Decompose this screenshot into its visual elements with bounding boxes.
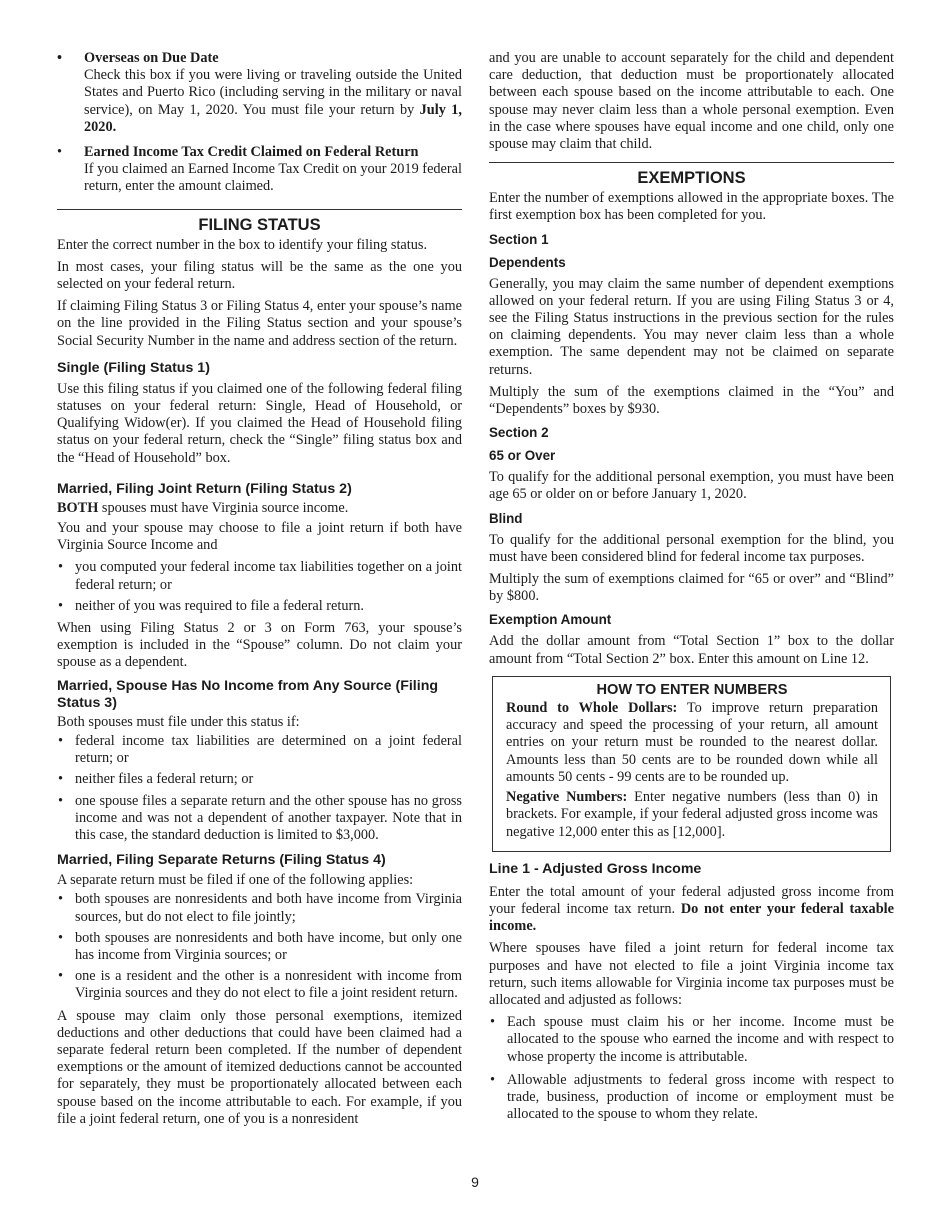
paragraph: To qualify for the additional personal exemption for the blind, you must have been considered blind for federal income tax purposes. (489, 531, 894, 565)
list-item (57, 50, 462, 136)
section-1-label: Section 1 (489, 231, 549, 247)
no-income-heading: Married, Spouse Has No Income from Any Source (Filing Status 3) (57, 677, 439, 711)
list-item: • one is a resident and the other is a nonresident with income from Virginia sources and they do not elect to file a joint resident return. (57, 968, 462, 1002)
no-income-bullets (57, 733, 462, 844)
list-item: • neither of you was required to file a federal return. (57, 598, 462, 615)
paragraph: Enter the number of exemptions allowed in the appropriate boxes. The first exemption box has been completed for you. (489, 190, 894, 224)
eitc-text: If you claimed an Earned Income Tax Credit on your 2019 federal return, enter the amount claimed. (84, 161, 462, 195)
paragraph: A spouse may claim only those personal exemptions, itemized deductions and other deductions that could have been claimed had a separate federal return been completed. If the number of dependent exemptions or the amount of itemized deductions cannot be accounted for separately, they must be proportionately allocated between each spouse based on the income attributable to each. For example, if you file a joint federal return, one of you is a nonresident (57, 1007, 462, 1127)
separate-heading: Married, Filing Separate Returns (Filing Status 4) (57, 852, 386, 869)
paragraph: Use this filing status if you claimed one of the following federal filing statuses on your federal return: Single, Head of Household, or Qualifying Widow(er). If you claimed the Head of Household filing status on your federal return, check the “Single” filing status box and the “Head of Household” box. (57, 380, 462, 466)
dependents-label: Dependents (489, 254, 566, 270)
single-heading: Single (Filing Status 1) (57, 359, 210, 376)
paragraph: Generally, you may claim the same number of dependent exemptions allowed on your federal return. If you are using Filing Status 3 or 4, see the Filing Status instructions in the previous section for the rules on claiming dependents. You may never claim less than a whole exemption. The same dependent may not be claimed on separate returns. (489, 275, 894, 378)
paragraph: Round to Whole Dollars: To improve return preparation accuracy and speed the processing of your return, all amount entries on your return must be rounded to the nearest dollar. Amounts less than 50 cents are to be rounded down while all amounts 50 cents - 99 cents are to be rounded up. (506, 700, 878, 785)
overseas-title: Overseas on Due Date (84, 50, 219, 66)
paragraph: Multiply the sum of exemptions claimed for “65 or over” and “Blind” by $800. (489, 571, 894, 605)
filing-status-heading: FILING STATUS (198, 215, 321, 234)
list-item: • one spouse files a separate return and the other spouse has no gross income and was not a dependent of another taxpayer. Note that in this case, the standard deduction is limited to $3,000. (57, 793, 462, 845)
section-divider (489, 162, 894, 163)
line-1-bullets (489, 1014, 894, 1123)
bullet-glyph: • (57, 144, 63, 161)
joint-bullets (57, 559, 462, 615)
left-column (57, 50, 462, 1133)
list-item: • Allowable adjustments to federal gross income with respect to trade, business, production of income or employment must be allocated to the spouse to whom they relate. (489, 1072, 894, 1124)
paragraph: If claiming Filing Status 3 or Filing Status 4, enter your spouse’s name on the line provided in the Filing Status section and your spouse’s Social Security Number in the name and address section of the return. (57, 298, 462, 349)
separate-bullets (57, 891, 462, 1002)
overseas-text: Check this box if you were living or traveling outside the United States and Puerto Rico (including serving in the military or naval service), on May 1, 2020. You must file your return by July 1, 2020. (84, 67, 462, 135)
age-65-label: 65 or Over (489, 448, 556, 464)
paragraph: Multiply the sum of the exemptions claimed in the “You” and “Dependents” boxes by $930. (489, 383, 894, 418)
exemption-amount-label: Exemption Amount (489, 612, 612, 628)
paragraph: BOTH spouses must have Virginia source income. (57, 499, 349, 516)
page-number: 9 (471, 1174, 479, 1190)
line-1-heading: Line 1 - Adjusted Gross Income (489, 860, 702, 877)
bullet-glyph: • (57, 50, 63, 66)
list-item: • neither files a federal return; or (57, 771, 462, 788)
overseas-date: July 1, 2020. (84, 101, 462, 135)
paragraph: and you are unable to account separately for the child and dependent care deduction, that deduction must be proportionately allocated between each spouse based on the income attributable to each. One spouse may never claim less than a whole personal exemption. Even in the case where spouses have equal income and one child, only one spouse may claim that child. (489, 50, 894, 153)
paragraph: A separate return must be filed if one of the following applies: (57, 872, 414, 889)
list-item: • you computed your federal income tax liabilities together on a joint federal return; or (57, 559, 462, 593)
right-column (489, 50, 894, 1128)
paragraph: Add the dollar amount from “Total Section 1” box to the dollar amount from “Total Section 2” box. Enter this amount on Line 12. (489, 633, 894, 667)
exemptions-heading: EXEMPTIONS (637, 169, 746, 188)
list-item: • federal income tax liabilities are determined on a joint federal return; or (57, 733, 462, 767)
paragraph: Enter the total amount of your federal adjusted gross income from your federal income tax return. Do not enter your federal taxable income. (489, 883, 894, 935)
paragraph: You and your spouse may choose to file a joint return if both have Virginia Source Income and (57, 520, 462, 554)
section-divider (57, 209, 462, 210)
top-bullet-list (57, 50, 462, 196)
list-item: • Each spouse must claim his or her income. Income must be allocated to the spouse who earned the income and with respect to whose property the income is attributable. (489, 1014, 894, 1066)
list-item: • both spouses are nonresidents and both have income, but only one has income from Virginia sources; or (57, 930, 462, 964)
paragraph: Where spouses have filed a joint return for federal income tax purposes and have not elected to file a joint Virginia income tax return, such items allowable for Virginia income tax purposes must be allocated and adjusted as follows: (489, 940, 894, 1008)
paragraph: To qualify for the additional personal exemption, you must have been age 65 or older on or before January 1, 2020. (489, 469, 894, 503)
paragraph: Negative Numbers: Enter negative numbers (less than 0) in brackets. For example, if your federal adjusted gross income was negative 12,000 enter this as [12,000]. (506, 789, 879, 840)
eitc-title: Earned Income Tax Credit Claimed on Federal Return (84, 144, 419, 161)
paragraph: In most cases, your filing status will be the same as the one you selected on your federal return. (57, 258, 462, 293)
list-item: • both spouses are nonresidents and both have income from Virginia sources, but do not elect to file jointly; (57, 891, 462, 925)
paragraph: Enter the correct number in the box to identify your filing status. (57, 236, 428, 253)
section-2-label: Section 2 (489, 425, 549, 441)
how-to-enter-numbers-box (492, 676, 891, 852)
paragraph: When using Filing Status 2 or 3 on Form 763, your spouse’s exemption is included in the “Spouse” column. Do not claim your spouse as a dependent. (57, 620, 462, 671)
joint-heading: Married, Filing Joint Return (Filing Status 2) (57, 480, 352, 497)
box-title: HOW TO ENTER NUMBERS (596, 681, 788, 698)
list-item (57, 144, 462, 196)
paragraph: Both spouses must file under this status if: (57, 713, 300, 730)
blind-label: Blind (489, 510, 523, 526)
